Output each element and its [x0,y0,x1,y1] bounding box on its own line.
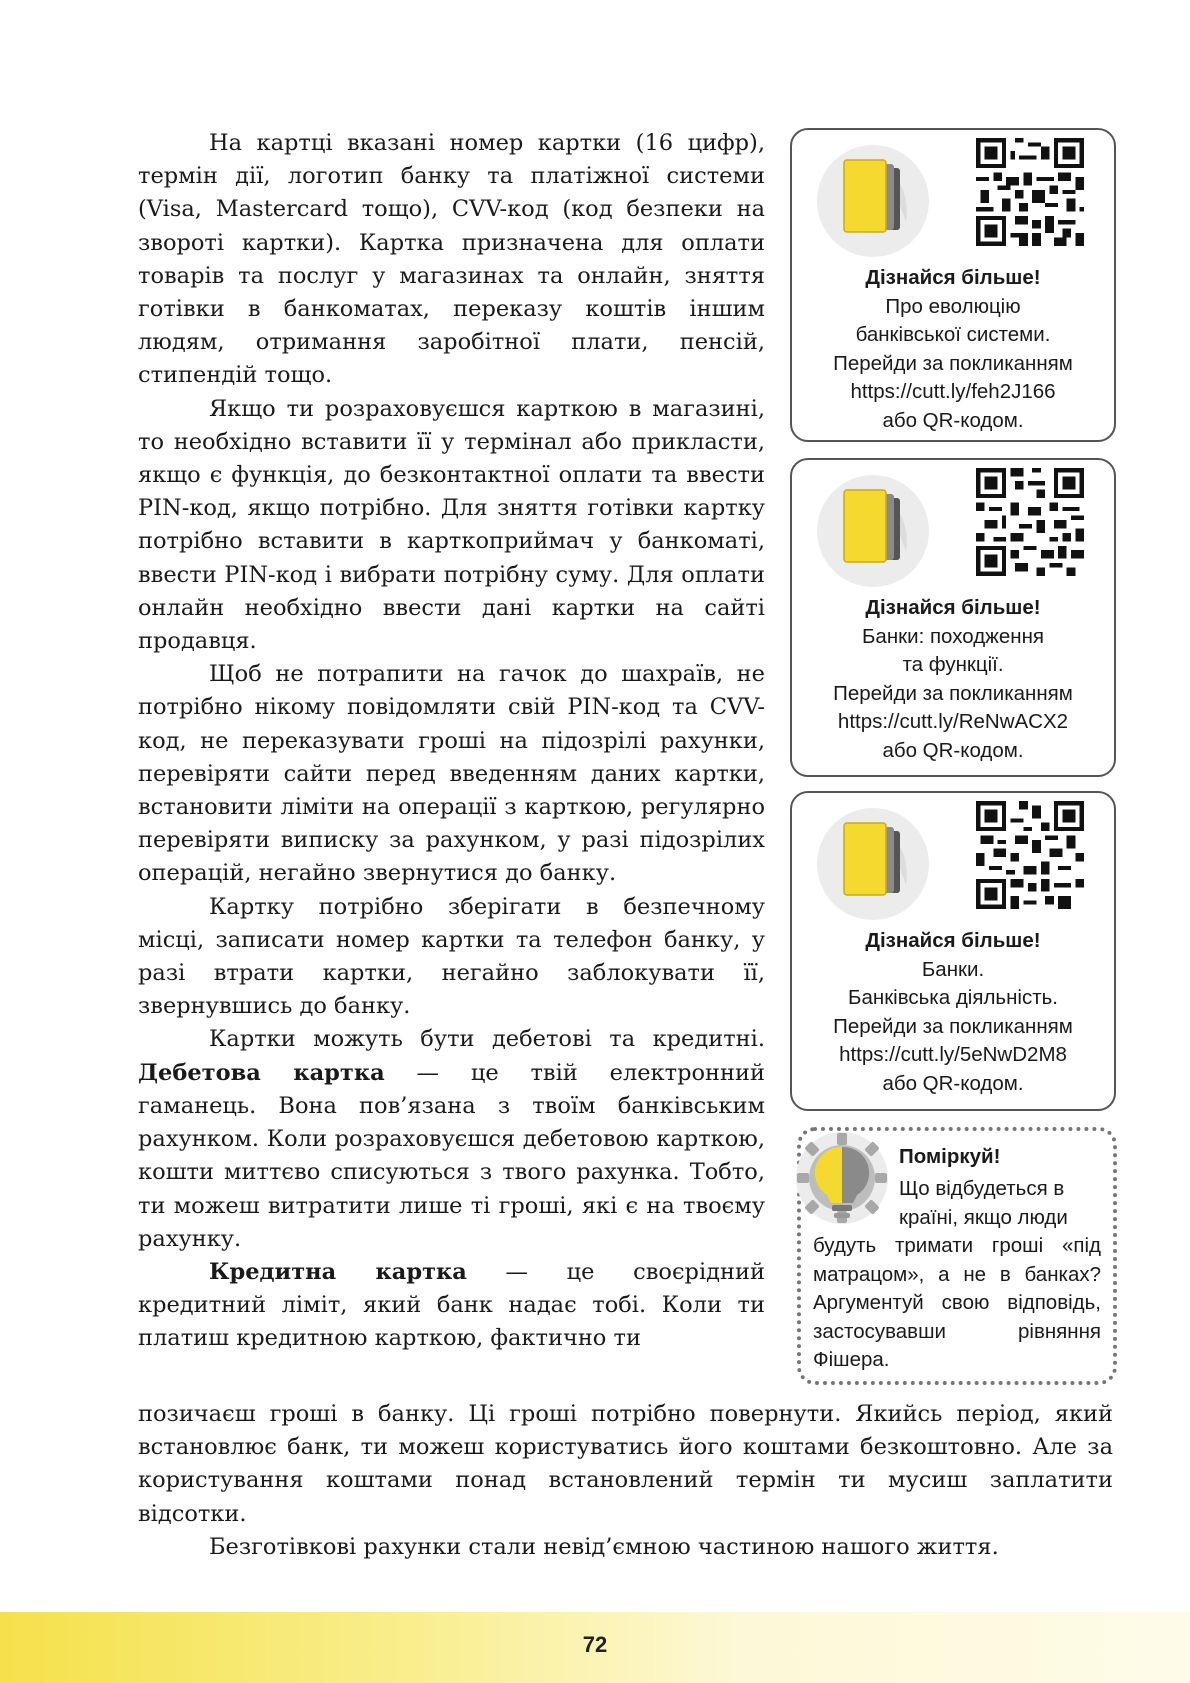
book-icon [814,805,932,923]
info-box-3 [790,791,1116,1111]
info-box-line: Перейди за покликанням [833,681,1073,705]
info-box-line: Банки. [921,957,985,981]
paragraph-credit-continuation: позичаєш гроші в банку. Ці гроші потрібно повернути. Якийсь період, який встановлює банк, ти можеш користуватись його коштами безкоштовно. Але за користування коштами понад встановлений термін ти мусиш заплатити відсотки. [138,1401,1113,1527]
info-box-2-text [792,594,1114,765]
term-debit-card: Дебетова картка [138,1059,385,1086]
debit-intro: Картки можуть бути дебетові та кредитні. [209,1026,765,1053]
info-box-line: Перейди за покликанням [833,351,1073,375]
info-box-line: банківської системи. [855,323,1051,346]
book-icon [814,142,932,260]
info-box-3-text [792,927,1114,1098]
paragraph-debit-card [138,1023,765,1255]
think-box [797,1127,1117,1385]
info-box-line: та функції. [902,653,1004,676]
info-box-line: Банківська діяльність. [848,986,1058,1009]
paragraph-card-details: На картці вказані номер картки (16 цифр), термін дії, логотип банку та платіжної системи (Visa, Mastercard тощо), CVV-код (код безпеки на звороті картки). Картка призначена для оплати товарів та послуг у магазинах та онлайн, зняття готівки в банкоматах, переказу коштів іншим людям, отримання заробітної плати, пенсій, стипендій тощо. [138,130,765,389]
qr-code-icon[interactable] [976,138,1084,246]
book-icon [814,472,932,590]
info-box-heading: Дізнайся більше! [865,266,1041,289]
paragraph-fraud-safety: Щоб не потрапити на гачок до шахраїв, не потрібно нікому повідомляти свій PIN-код та CVV-код, не переказувати гроші на підозрілі рахунки, перевіряти сайти перед введенням даних картки, встановити ліміти на операції з карткою, регулярно перевіряти виписку за рахунком, у разі підозрілих операцій, негайно звернутися до банку. [138,661,765,887]
paragraph-cashless: Безготівкові рахунки стали невід’ємною частиною нашого життя. [209,1533,999,1560]
info-box-line: або QR-кодом. [882,1071,1024,1095]
info-box-link[interactable]: https://cutt.ly/ReNwACX2 [837,710,1069,733]
info-box-line: Перейди за покликанням [833,1014,1073,1038]
info-box-line: або QR-кодом. [882,408,1024,432]
info-box-line: або QR-кодом. [882,738,1024,762]
think-box-line: Що відбудеться в [899,1177,1065,1200]
debit-definition: — це твій електронний гаманець. Вона пов’язана з твоїм банківським рахунком. Коли розраховуєшся дебетовою карткою, кошти миттєво списуються з твого рахунка. Тобто, ти можеш витратити лише ті гроші, які є на твоєму рахунку. [138,1059,766,1252]
info-box-line: Банки: походження [861,624,1045,648]
full-width-text [138,1398,1113,1564]
think-box-question: будуть тримати гроші «під матрацом», а не в банках? Аргументуй свою відповідь, застосувавши рівняння Фішера. [813,1234,1101,1371]
term-credit-card: Кредитна картка [209,1258,467,1285]
info-box-heading: Дізнайся більше! [865,596,1041,619]
info-box-1 [790,128,1116,442]
page-number: 72 [582,1632,608,1657]
info-box-2 [790,458,1116,777]
info-box-link[interactable]: https://cutt.ly/feh2J166 [850,380,1056,403]
qr-code-icon[interactable] [976,801,1084,909]
paragraph-credit-card [138,1256,765,1356]
think-box-line: країні, якщо люди [899,1205,1068,1229]
info-box-1-text [792,264,1114,435]
paragraph-card-usage: Якщо ти розраховуєшся карткою в магазині, то необхідно вставити її у термінал або прикласти, якщо є функція, до безконтактної оплати та ввести PIN-код, якщо потрібно. Для зняття готівки картку потрібно вставити в карткоприймач у банкоматі, ввести PIN-код і вибрати потрібну суму. Для оплати онлайн необхідно ввести дані картки на сайті продавця. [138,395,765,655]
info-box-link[interactable]: https://cutt.ly/5eNwD2M8 [839,1043,1067,1066]
think-box-text [813,1175,1101,1375]
credit-definition: — це своєрідний кредитний ліміт, який банк надає тобі. Коли ти платиш кредитною карткою, фактично ти [138,1258,765,1352]
info-box-heading: Дізнайся більше! [865,929,1041,952]
qr-code-icon[interactable] [976,468,1084,576]
think-box-heading: Поміркуй! [899,1145,1001,1168]
main-text-column [138,127,765,1356]
paragraph-card-storage: Картку потрібно зберігати в безпечному місці, записати номер картки та телефон банку, у разі втрати картки, негайно заблокувати її, звернувшись до банку. [138,893,765,1020]
info-box-line: Про еволюцію [885,294,1021,318]
